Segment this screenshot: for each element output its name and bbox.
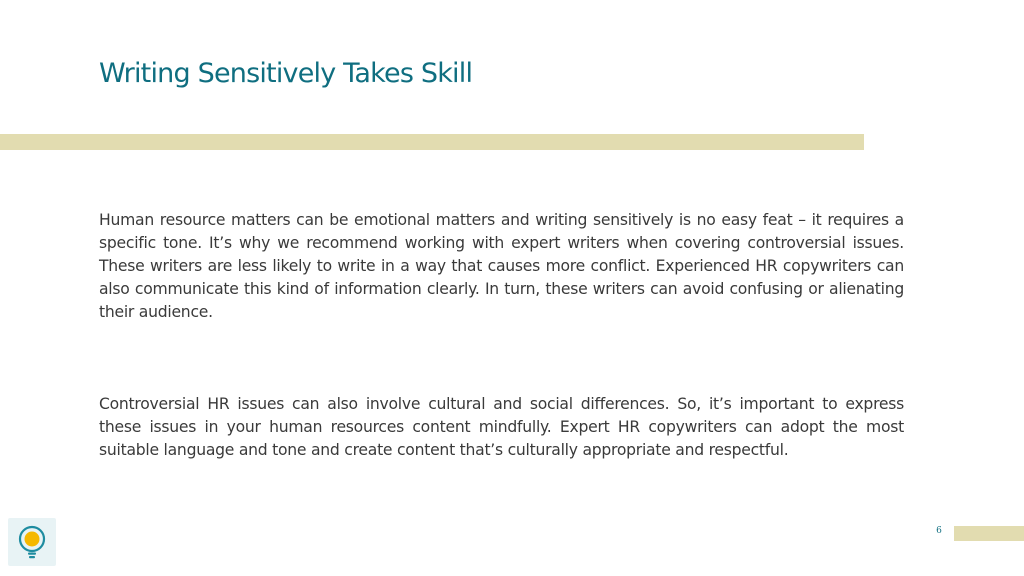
logo-bulb-base-bottom xyxy=(29,556,35,558)
company-logo xyxy=(8,518,56,566)
logo-bulb xyxy=(25,532,40,547)
footer-accent-bar xyxy=(954,526,1024,541)
lightbulb-icon xyxy=(8,518,56,566)
page-number: 6 xyxy=(936,526,942,536)
body-paragraph-2: Controversial HR issues can also involve cultural and social differences. So, it’s important to express these issues in your human resources content mindfully. Expert HR copywriters can adopt the most suitable language and tone and create content that’s culturally appropriate and respectful. xyxy=(99,395,904,459)
body-paragraph-1: Human resource matters can be emotional matters and writing sensitively is no easy feat – it requires a specific tone. It’s why we recommend working with expert writers when covering controversial issues. These writers are less likely to write in a way that causes more conflict. Experienced HR copywriters can also communicate this kind of information clearly. In turn, these writers can avoid confusing or alienating their audience. xyxy=(99,211,904,321)
slide-title: Writing Sensitively Takes Skill xyxy=(99,58,473,89)
title-accent-bar xyxy=(0,134,864,150)
logo-bulb-base-top xyxy=(28,553,36,555)
